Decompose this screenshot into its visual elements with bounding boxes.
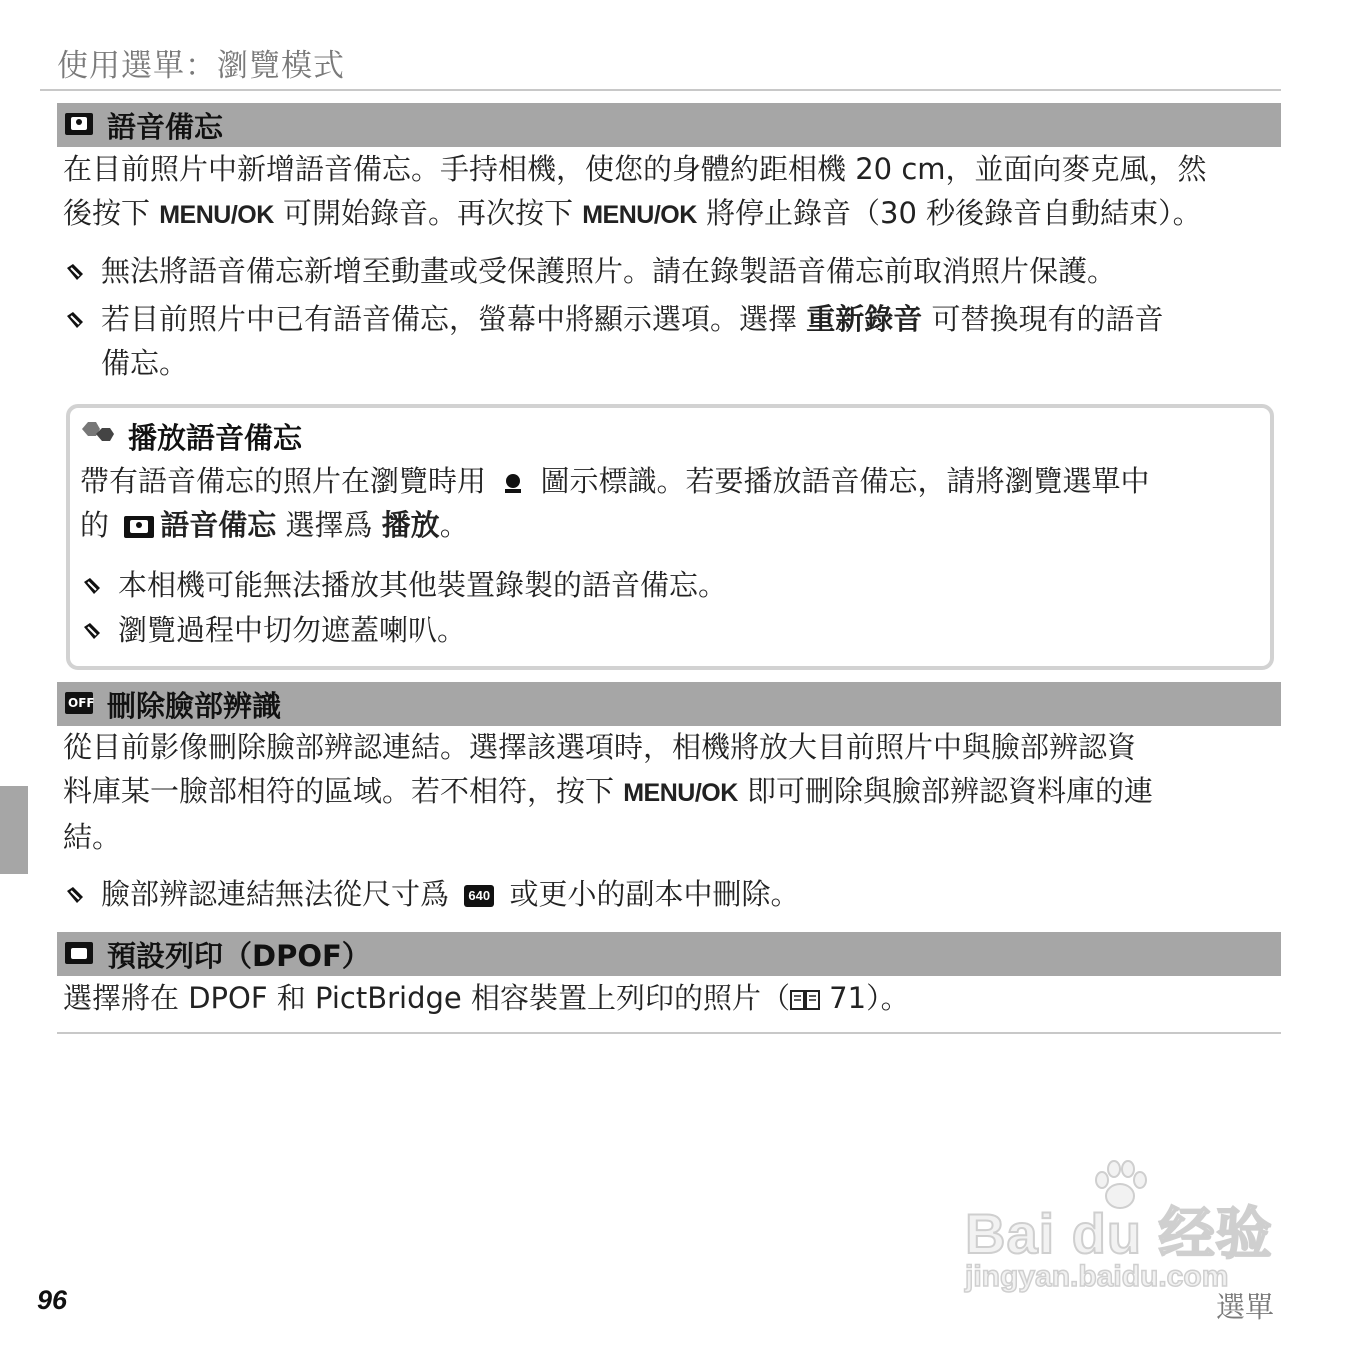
note-pencil-icon [65,310,85,330]
playback-tip-title: 播放語音備忘 [80,416,302,457]
section-bar-dpof [57,932,1281,976]
bottom-divider [57,1032,1281,1034]
playback-tip-description [80,459,1260,547]
note-pencil-icon [82,576,102,596]
menu-ok-key-label: MENU/OK [623,779,738,807]
face-delete-line-2: 料庫某一臉部相符的區域。若不相符，按下 MENU/OK 即可刪除與臉部辨認資料庫的連 [63,774,1154,808]
voice-memo-note-2: 若目前照片中已有語音備忘，螢幕中將顯示選項。選擇 重新錄音 可替換現有的語音 備忘。 [63,297,1273,385]
page-number: 96 [37,1285,68,1315]
playback-tip-note-2: 瀏覽過程中切勿遮蓋喇叭。 [80,608,1260,652]
page-header-title: 使用選單：瀏覽模式 [57,48,345,84]
face-delete-note: 臉部辨認連結無法從尺寸爲 640 或更小的副本中刪除。 [63,872,1273,916]
section-title-dpof: 預設列印（DPOF） [107,939,371,973]
dpof-description: 選擇將在 DPOF 和 PictBridge 相容裝置上列印的照片（ 71）。 [63,981,910,1015]
tip-hexagon-icon [80,420,122,448]
note-pencil-icon [82,621,102,641]
face-delete-line-1: 從目前影像刪除臉部辨認連結。選擇該選項時，相機將放大目前照片中與臉部辨認資 [63,730,1137,764]
menu-ok-key-label: MENU/OK [582,201,697,229]
playback-tip-line-1: 帶有語音備忘的照片在瀏覽時用 圖示標識。若要播放語音備忘，請將瀏覽選單中 [80,464,1150,498]
chapter-side-tab [0,786,28,874]
watermark-logo-text: Bai du 经验 [965,1202,1273,1265]
header-divider [40,89,1281,91]
page-reference: 71 [819,981,867,1015]
book-reference-icon [790,989,820,1011]
voice-memo-note-1: 無法將語音備忘新增至動畫或受保護照片。請在錄製語音備忘前取消照片保護。 [63,249,1273,293]
voice-memo-line-2: 後按下 MENU/OK 可開始錄音。再次按下 MENU/OK 將停止錄音（30 秒後錄音自動結束）。 [63,196,1202,230]
footer-chapter-label: 選單 [1216,1290,1275,1324]
note-pencil-icon [65,262,85,282]
playback-tip-line-2: 的 語音備忘 選擇爲 播放。 [80,508,469,542]
microphone-icon [501,471,525,495]
size-640-icon: 640 [464,885,494,907]
section-title-voice-memo: 語音備忘 [107,110,224,144]
voice-memo-icon [124,516,154,538]
section-bar-voice-memo [57,103,1281,147]
menu-ok-key-label: MENU/OK [159,201,274,229]
section-bar-face-delete [57,682,1281,726]
watermark-url: jingyan.baidu.com [965,1260,1229,1293]
voice-memo-icon [65,113,93,135]
voice-memo-line-1: 在目前照片中新增語音備忘。手持相機，使您的身體約距相機 20 cm，並面向麥克風，然 [63,152,1207,186]
note-pencil-icon [65,885,85,905]
print-icon [65,942,93,964]
face-off-icon: OFF [65,692,93,714]
face-delete-description [63,725,1283,859]
playback-tip-note-1: 本相機可能無法播放其他裝置錄製的語音備忘。 [80,563,1260,607]
voice-memo-description [63,147,1283,237]
face-delete-line-3: 結。 [63,820,122,854]
section-title-face-delete: 刪除臉部辨識 [107,689,282,723]
